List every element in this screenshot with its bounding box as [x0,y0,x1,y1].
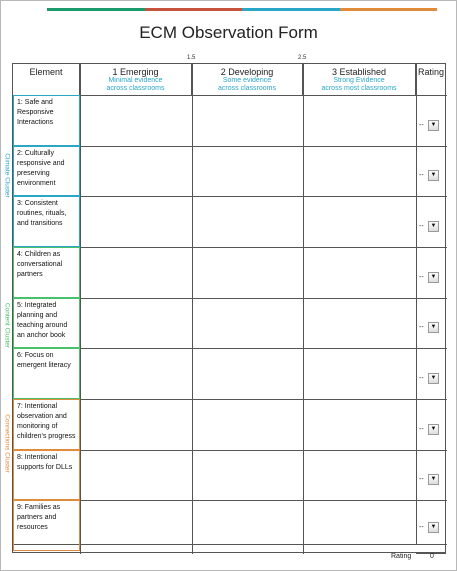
scale-tick-2-5: 2.5 [298,55,307,61]
element-cell-3 [13,196,80,247]
header-developing [192,64,303,95]
rating-value-9: -- [419,523,424,531]
rating-value-4: -- [419,273,424,281]
cluster-label-climate: Climate Cluster [3,153,11,198]
chevron-down-icon[interactable]: ▼ [428,272,439,283]
bar-segment-green [47,8,145,11]
rating-dropdown-1[interactable] [418,119,441,131]
rating-value-8: -- [419,475,424,483]
element-cell-6 [13,348,80,399]
cluster-label-connections: Connections Cluster [3,414,11,473]
rating-dropdown-7[interactable] [418,423,441,435]
rating-dropdown-8[interactable] [418,473,441,485]
rating-total-label: Rating [391,553,412,560]
chevron-down-icon[interactable]: ▼ [428,221,439,232]
rating-value-5: -- [419,323,424,331]
bar-segment-red [145,8,243,11]
header-emerging [80,64,192,95]
header-rating-label: Rating [417,67,444,77]
header-developing-sub1: Some evidence [222,77,272,84]
header-established-sub1: Strong Evidence [333,77,385,84]
element-cell-7 [13,399,80,450]
chevron-down-icon[interactable]: ▼ [428,322,439,333]
chevron-down-icon[interactable]: ▼ [428,373,439,384]
chevron-down-icon[interactable]: ▼ [428,424,439,435]
scale-tick-1-5: 1.5 [187,55,196,61]
rating-dropdown-3[interactable] [418,220,441,232]
grid-line [80,64,81,554]
rating-dropdown-4[interactable] [418,271,441,283]
header-emerging-label: 1 Emerging [112,67,159,77]
element-label-5: 5: Integrated planning and teaching around an anchor book [17,302,68,339]
chevron-down-icon[interactable]: ▼ [428,474,439,485]
decorative-color-bar [47,8,437,11]
header-element-label: Element [29,67,63,77]
rating-dropdown-2[interactable] [418,169,441,181]
rating-dropdown-9[interactable] [418,521,441,533]
header-emerging-sub1: Minimal evidence [108,77,163,84]
grid-line [416,64,417,544]
rating-value-3: -- [419,222,424,230]
element-label-9: 9: Families as partners and resources [17,504,61,531]
element-label-8: 8: Intentional supports for DLLs [17,454,73,471]
element-label-4: 4: Children as conversational partners [17,251,63,278]
element-cell-4 [13,247,80,298]
element-label-7: 7: Intentional observation and monitoring of children's progress [17,403,76,440]
header-rating [416,64,446,95]
cluster-label-content: Content Cluster [3,302,11,349]
element-cell-8 [13,450,80,500]
rating-value-7: -- [419,425,424,433]
grid-line [303,64,304,554]
rating-value-6: -- [419,374,424,382]
element-label-1: 1: Safe and Responsive Interactions [17,99,54,126]
element-label-6: 6: Focus on emergent literacy [17,352,71,369]
header-established [303,64,416,95]
element-label-3: 3: Consistent routines, rituals, and transitions [17,200,67,227]
element-label-2: 2: Culturally responsive and preserving environment [17,150,65,187]
rating-total-value: 0 [430,553,434,560]
header-developing-label: 2 Developing [220,67,274,77]
header-established-label: 3 Established [331,67,387,77]
bar-segment-blue [242,8,340,11]
element-cell-1 [13,95,80,146]
observation-table [12,63,446,553]
bar-segment-orange [340,8,438,11]
rating-dropdown-6[interactable] [418,372,441,384]
element-cell-5 [13,298,80,348]
header-emerging-sub2: across classrooms [106,85,165,92]
element-cell-2 [13,146,80,196]
header-established-sub2: across most classrooms [321,85,397,92]
chevron-down-icon[interactable]: ▼ [428,170,439,181]
form-title: ECM Observation Form [139,23,318,42]
header-element [13,64,80,95]
rating-value-1: -- [419,121,424,129]
element-cell-9 [13,500,80,551]
rating-value-2: -- [419,171,424,179]
chevron-down-icon[interactable]: ▼ [428,120,439,131]
grid-line [192,64,193,554]
chevron-down-icon[interactable]: ▼ [428,522,439,533]
rating-dropdown-5[interactable] [418,321,441,333]
header-developing-sub2: across classrooms [218,85,276,92]
